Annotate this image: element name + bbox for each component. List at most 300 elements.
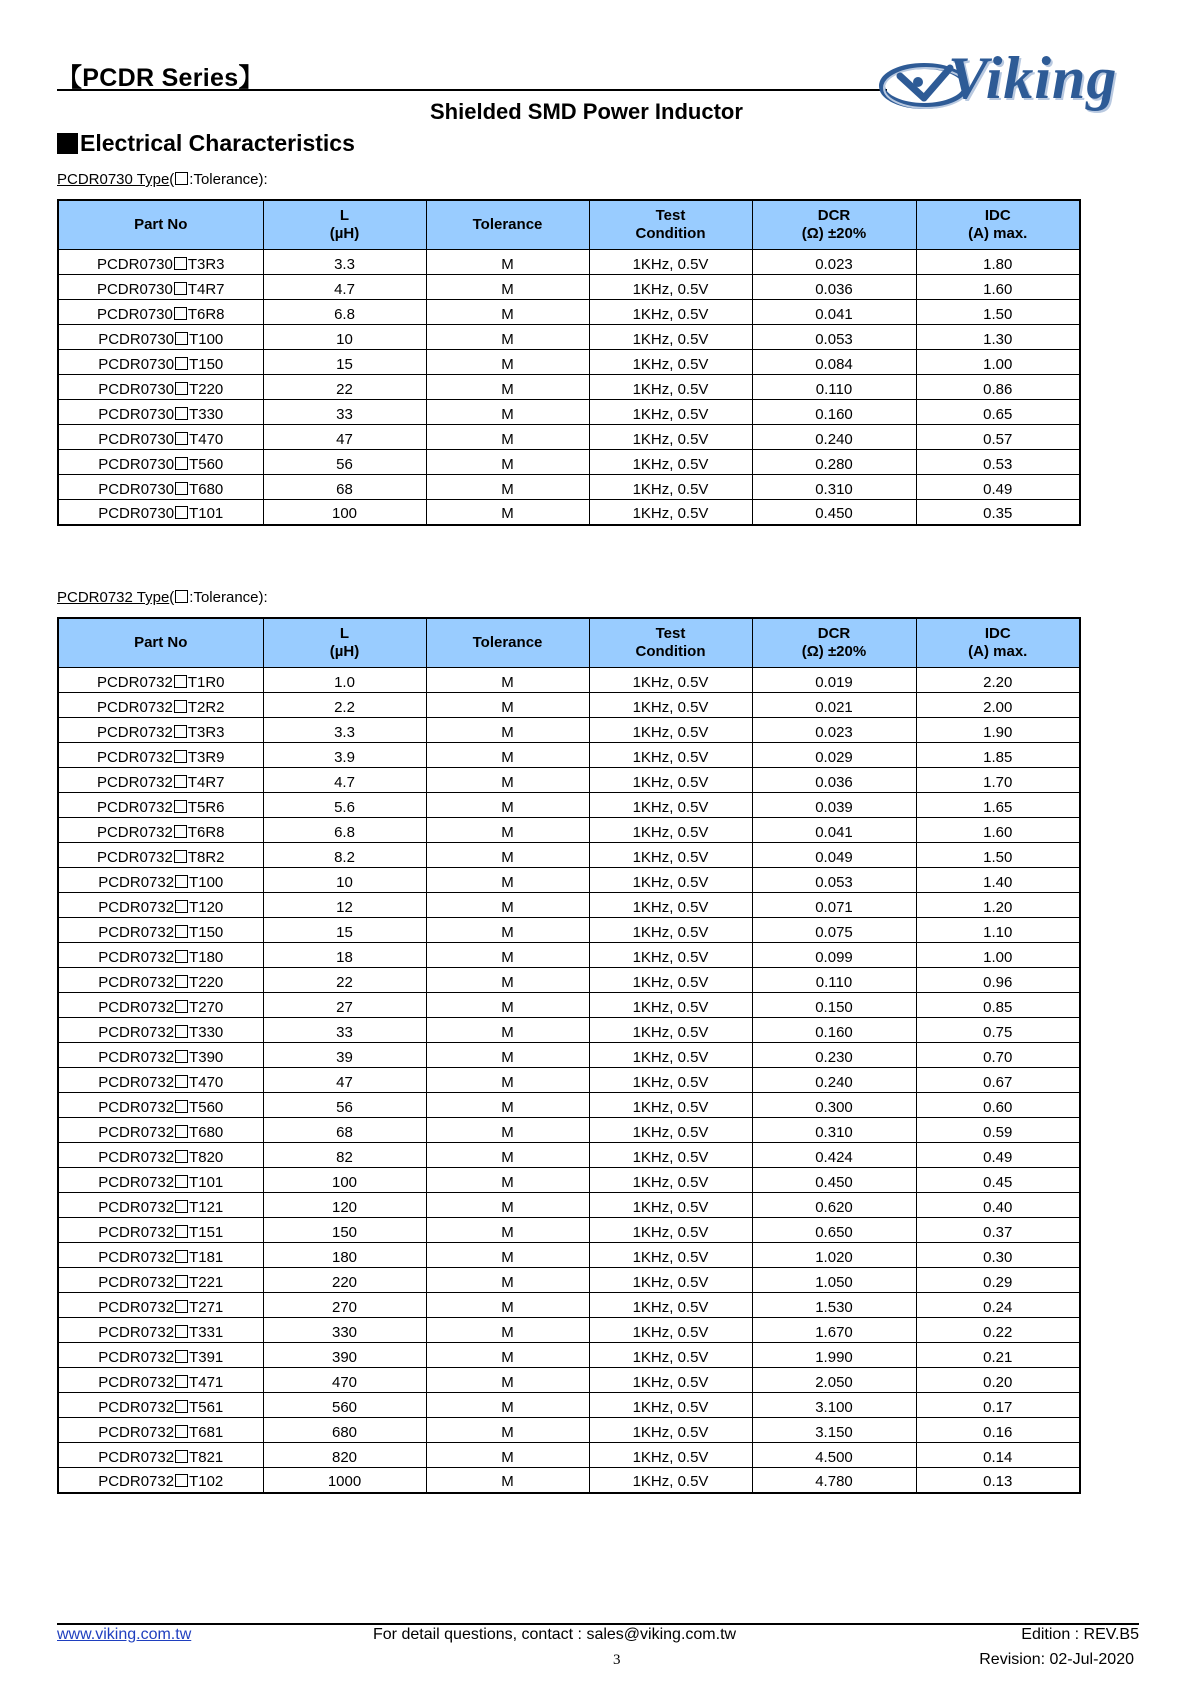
- tolerance-placeholder-icon: [175, 975, 188, 988]
- idc-cell: 1.90: [916, 718, 1080, 743]
- table-row: [58, 1443, 1080, 1468]
- page-number: 3: [613, 1652, 621, 1668]
- inductance-cell: 12: [263, 893, 426, 918]
- part-no-cell: [58, 1168, 263, 1193]
- dcr-cell: 0.041: [752, 818, 916, 843]
- part-prefix: PCDR0730: [98, 355, 175, 373]
- test-condition-cell: 1KHz, 0.5V: [589, 843, 752, 868]
- idc-cell: 1.50: [916, 300, 1080, 325]
- test-condition-cell: 1KHz, 0.5V: [589, 1368, 752, 1393]
- tolerance-placeholder-icon: [175, 925, 188, 938]
- dcr-cell: 0.160: [752, 400, 916, 425]
- table-row: [58, 993, 1080, 1018]
- part-no-cell: [58, 943, 263, 968]
- table-row: [58, 375, 1080, 400]
- dcr-cell: 0.036: [752, 768, 916, 793]
- part-prefix: PCDR0730: [98, 455, 175, 473]
- idc-cell: 0.53: [916, 450, 1080, 475]
- tolerance-cell: M: [426, 868, 589, 893]
- footer-website-link[interactable]: www.viking.com.tw: [57, 1626, 192, 1643]
- part-no-cell: [58, 300, 263, 325]
- table-header-row: [58, 200, 1080, 250]
- table-row: [58, 275, 1080, 300]
- dcr-cell: 0.450: [752, 1168, 916, 1193]
- tolerance-cell: M: [426, 693, 589, 718]
- part-prefix: PCDR0732: [96, 848, 173, 866]
- table-row: [58, 718, 1080, 743]
- part-no-cell: [58, 893, 263, 918]
- test-condition-cell: 1KHz, 0.5V: [589, 743, 752, 768]
- dcr-cell: 0.620: [752, 1193, 916, 1218]
- table-row: [58, 818, 1080, 843]
- tolerance-placeholder-icon: [174, 282, 187, 295]
- dcr-cell: 1.020: [752, 1243, 916, 1268]
- table-row: [58, 1368, 1080, 1393]
- test-condition-cell: 1KHz, 0.5V: [589, 450, 752, 475]
- dcr-cell: 0.021: [752, 693, 916, 718]
- idc-cell: 1.20: [916, 893, 1080, 918]
- tolerance-cell: M: [426, 918, 589, 943]
- idc-cell: 0.37: [916, 1218, 1080, 1243]
- dcr-cell: 1.670: [752, 1318, 916, 1343]
- tolerance-cell: M: [426, 793, 589, 818]
- part-prefix: PCDR0732: [98, 1023, 175, 1041]
- dcr-cell: 1.530: [752, 1293, 916, 1318]
- test-condition-cell: 1KHz, 0.5V: [589, 968, 752, 993]
- col-header-test-condition: Test Condition: [589, 618, 752, 668]
- col-header-tolerance: Tolerance: [426, 618, 589, 668]
- part-no-cell: [58, 375, 263, 400]
- part-suffix: T471: [189, 1373, 224, 1391]
- dcr-cell: 0.300: [752, 1093, 916, 1118]
- part-prefix: PCDR0732: [98, 1398, 175, 1416]
- inductance-cell: 5.6: [263, 793, 426, 818]
- inductance-cell: 22: [263, 968, 426, 993]
- type-label-paren: (: [169, 171, 175, 188]
- part-prefix: PCDR0732: [96, 773, 173, 791]
- inductance-cell: 470: [263, 1368, 426, 1393]
- idc-cell: 0.21: [916, 1343, 1080, 1368]
- dcr-cell: 0.450: [752, 500, 916, 525]
- spec-table-pcdr0730: [57, 199, 1081, 526]
- tolerance-cell: M: [426, 993, 589, 1018]
- test-condition-cell: 1KHz, 0.5V: [589, 275, 752, 300]
- dcr-cell: 0.053: [752, 868, 916, 893]
- part-suffix: T180: [189, 948, 224, 966]
- tolerance-cell: M: [426, 450, 589, 475]
- dcr-cell: 0.310: [752, 475, 916, 500]
- part-prefix: PCDR0732: [98, 1173, 175, 1191]
- tolerance-placeholder-icon: [175, 1225, 188, 1238]
- dcr-cell: 0.099: [752, 943, 916, 968]
- tolerance-placeholder-icon: [175, 357, 188, 370]
- test-condition-cell: 1KHz, 0.5V: [589, 943, 752, 968]
- inductance-cell: 15: [263, 350, 426, 375]
- idc-cell: 0.24: [916, 1293, 1080, 1318]
- part-prefix: PCDR0732: [96, 723, 173, 741]
- table-row: [58, 768, 1080, 793]
- tolerance-cell: M: [426, 968, 589, 993]
- tolerance-placeholder-icon: [175, 482, 188, 495]
- inductance-cell: 6.8: [263, 300, 426, 325]
- inductance-cell: 560: [263, 1393, 426, 1418]
- test-condition-cell: 1KHz, 0.5V: [589, 1243, 752, 1268]
- part-prefix: PCDR0732: [98, 1448, 175, 1466]
- inductance-cell: 120: [263, 1193, 426, 1218]
- test-condition-cell: 1KHz, 0.5V: [589, 1418, 752, 1443]
- test-condition-cell: 1KHz, 0.5V: [589, 400, 752, 425]
- part-suffix: T150: [189, 923, 224, 941]
- test-condition-cell: 1KHz, 0.5V: [589, 1218, 752, 1243]
- part-suffix: T151: [189, 1223, 224, 1241]
- table-row: [58, 843, 1080, 868]
- header-rule: [57, 89, 887, 91]
- part-suffix: T560: [189, 455, 224, 473]
- tolerance-placeholder-icon: [175, 1450, 188, 1463]
- part-suffix: T4R7: [187, 280, 225, 298]
- inductance-cell: 100: [263, 1168, 426, 1193]
- tolerance-placeholder-icon: [175, 1125, 188, 1138]
- tolerance-placeholder-icon: [174, 257, 187, 270]
- test-condition-cell: 1KHz, 0.5V: [589, 868, 752, 893]
- part-suffix: T120: [189, 898, 224, 916]
- tolerance-placeholder-icon: [175, 382, 188, 395]
- part-prefix: PCDR0732: [98, 1323, 175, 1341]
- table-row: [58, 1318, 1080, 1343]
- table-body: [58, 250, 1080, 525]
- dcr-cell: 3.100: [752, 1393, 916, 1418]
- table-row: [58, 350, 1080, 375]
- inductance-cell: 220: [263, 1268, 426, 1293]
- part-suffix: T330: [189, 1023, 224, 1041]
- tolerance-cell: M: [426, 325, 589, 350]
- dcr-cell: 0.310: [752, 1118, 916, 1143]
- inductance-cell: 390: [263, 1343, 426, 1368]
- table-row: [58, 1218, 1080, 1243]
- part-suffix: T820: [189, 1148, 224, 1166]
- part-prefix: PCDR0732: [98, 998, 175, 1016]
- dcr-cell: 0.071: [752, 893, 916, 918]
- table-row: [58, 918, 1080, 943]
- inductance-cell: 330: [263, 1318, 426, 1343]
- table-row: [58, 793, 1080, 818]
- table-row: [58, 1343, 1080, 1368]
- part-no-cell: [58, 500, 263, 525]
- tolerance-cell: M: [426, 943, 589, 968]
- tolerance-cell: M: [426, 1118, 589, 1143]
- spec-table-pcdr0732: [57, 617, 1081, 1494]
- type-label-pcdr0730: [57, 171, 268, 188]
- inductance-cell: 82: [263, 1143, 426, 1168]
- part-suffix: T5R6: [187, 798, 225, 816]
- dcr-cell: 2.050: [752, 1368, 916, 1393]
- footer-contact: For detail questions, contact : sales@viking.com.tw: [373, 1626, 737, 1643]
- table-row: [58, 668, 1080, 693]
- inductance-cell: 33: [263, 400, 426, 425]
- inductance-cell: 150: [263, 1218, 426, 1243]
- col-header-part-no: Part No: [58, 200, 263, 250]
- part-no-cell: [58, 1268, 263, 1293]
- tolerance-cell: M: [426, 843, 589, 868]
- part-suffix: T561: [189, 1398, 224, 1416]
- inductance-cell: 47: [263, 1068, 426, 1093]
- table-row: [58, 1293, 1080, 1318]
- idc-cell: 0.60: [916, 1093, 1080, 1118]
- dcr-cell: 0.424: [752, 1143, 916, 1168]
- tolerance-cell: M: [426, 400, 589, 425]
- part-suffix: T390: [189, 1048, 224, 1066]
- inductance-cell: 3.9: [263, 743, 426, 768]
- tolerance-placeholder-icon: [175, 1075, 188, 1088]
- section-heading-text: Electrical Characteristics: [80, 130, 355, 156]
- tolerance-cell: M: [426, 1193, 589, 1218]
- dcr-cell: 4.780: [752, 1468, 916, 1493]
- part-prefix: PCDR0732: [96, 823, 173, 841]
- col-header-dcr: DCR (Ω) ±20%: [752, 618, 916, 668]
- part-prefix: PCDR0732: [98, 873, 175, 891]
- dcr-cell: 0.036: [752, 275, 916, 300]
- part-prefix: PCDR0732: [96, 698, 173, 716]
- tolerance-cell: M: [426, 668, 589, 693]
- tolerance-placeholder-icon: [174, 675, 187, 688]
- idc-cell: 0.49: [916, 475, 1080, 500]
- idc-cell: 1.60: [916, 818, 1080, 843]
- logo-wordmark: Viking: [948, 45, 1118, 111]
- dcr-cell: 0.280: [752, 450, 916, 475]
- test-condition-cell: 1KHz, 0.5V: [589, 1293, 752, 1318]
- type-label-paren: (: [169, 589, 175, 606]
- part-suffix: T8R2: [187, 848, 225, 866]
- table-row: [58, 868, 1080, 893]
- tolerance-cell: M: [426, 1068, 589, 1093]
- dcr-cell: 0.240: [752, 1068, 916, 1093]
- test-condition-cell: 1KHz, 0.5V: [589, 375, 752, 400]
- idc-cell: 1.00: [916, 943, 1080, 968]
- part-suffix: T681: [189, 1423, 224, 1441]
- black-square-icon: [57, 133, 78, 154]
- tolerance-cell: M: [426, 768, 589, 793]
- tolerance-cell: M: [426, 1143, 589, 1168]
- test-condition-cell: 1KHz, 0.5V: [589, 893, 752, 918]
- table-body: [58, 668, 1080, 1493]
- idc-cell: 1.60: [916, 275, 1080, 300]
- inductance-cell: 10: [263, 325, 426, 350]
- part-suffix: T3R9: [187, 748, 225, 766]
- tolerance-placeholder-icon: [174, 775, 187, 788]
- inductance-cell: 8.2: [263, 843, 426, 868]
- type-label-prefix: PCDR0730 Type: [57, 171, 170, 188]
- dcr-cell: 0.023: [752, 718, 916, 743]
- dcr-cell: 0.650: [752, 1218, 916, 1243]
- dcr-cell: 0.110: [752, 968, 916, 993]
- test-condition-cell: 1KHz, 0.5V: [589, 300, 752, 325]
- tolerance-placeholder-icon: [175, 1275, 188, 1288]
- part-suffix: T330: [189, 405, 224, 423]
- tolerance-placeholder-icon: [174, 750, 187, 763]
- idc-cell: 0.67: [916, 1068, 1080, 1093]
- part-prefix: PCDR0732: [98, 1073, 175, 1091]
- part-no-cell: [58, 350, 263, 375]
- col-header-idc: IDC (A) max.: [916, 200, 1080, 250]
- inductance-cell: 18: [263, 943, 426, 968]
- part-suffix: T100: [189, 330, 224, 348]
- part-no-cell: [58, 250, 263, 275]
- idc-cell: 1.85: [916, 743, 1080, 768]
- tolerance-cell: M: [426, 1093, 589, 1118]
- test-condition-cell: 1KHz, 0.5V: [589, 500, 752, 525]
- tolerance-cell: M: [426, 1343, 589, 1368]
- table-row: [58, 1268, 1080, 1293]
- inductance-cell: 56: [263, 1093, 426, 1118]
- dcr-cell: 0.240: [752, 425, 916, 450]
- tolerance-placeholder-icon: [175, 875, 188, 888]
- inductance-cell: 820: [263, 1443, 426, 1468]
- part-no-cell: [58, 968, 263, 993]
- part-prefix: PCDR0732: [98, 1123, 175, 1141]
- inductance-cell: 3.3: [263, 250, 426, 275]
- tolerance-placeholder-icon: [174, 307, 187, 320]
- inductance-cell: 3.3: [263, 718, 426, 743]
- idc-cell: 0.49: [916, 1143, 1080, 1168]
- part-prefix: PCDR0732: [98, 1473, 175, 1491]
- test-condition-cell: 1KHz, 0.5V: [589, 1093, 752, 1118]
- tolerance-placeholder-icon: [175, 1474, 188, 1487]
- part-suffix: T101: [189, 1173, 224, 1191]
- tolerance-cell: M: [426, 1468, 589, 1493]
- tolerance-cell: M: [426, 1018, 589, 1043]
- test-condition-cell: 1KHz, 0.5V: [589, 425, 752, 450]
- table-row: [58, 893, 1080, 918]
- tolerance-placeholder-icon: [175, 432, 188, 445]
- tolerance-placeholder-icon: [175, 1325, 188, 1338]
- part-prefix: PCDR0732: [98, 1048, 175, 1066]
- part-suffix: T6R8: [187, 823, 225, 841]
- tolerance-cell: M: [426, 1043, 589, 1068]
- part-prefix: PCDR0732: [98, 1248, 175, 1266]
- part-prefix: PCDR0730: [98, 405, 175, 423]
- part-suffix: T560: [189, 1098, 224, 1116]
- tolerance-cell: M: [426, 275, 589, 300]
- idc-cell: 0.59: [916, 1118, 1080, 1143]
- table-row: [58, 475, 1080, 500]
- inductance-cell: 39: [263, 1043, 426, 1068]
- tolerance-cell: M: [426, 718, 589, 743]
- inductance-cell: 68: [263, 1118, 426, 1143]
- part-no-cell: [58, 1118, 263, 1143]
- test-condition-cell: 1KHz, 0.5V: [589, 1043, 752, 1068]
- part-suffix: T331: [189, 1323, 224, 1341]
- tolerance-cell: M: [426, 743, 589, 768]
- part-prefix: PCDR0730: [98, 505, 175, 523]
- test-condition-cell: 1KHz, 0.5V: [589, 1443, 752, 1468]
- dcr-cell: 0.230: [752, 1043, 916, 1068]
- inductance-cell: 180: [263, 1243, 426, 1268]
- idc-cell: 0.96: [916, 968, 1080, 993]
- table-row: [58, 300, 1080, 325]
- tolerance-placeholder-icon: [175, 1100, 188, 1113]
- part-no-cell: [58, 475, 263, 500]
- part-prefix: PCDR0730: [98, 480, 175, 498]
- part-no-cell: [58, 1318, 263, 1343]
- tolerance-placeholder-icon: [175, 1425, 188, 1438]
- checkbox-square-icon: [175, 590, 188, 603]
- part-prefix: PCDR0732: [98, 1223, 175, 1241]
- dcr-cell: 1.050: [752, 1268, 916, 1293]
- inductance-cell: 2.2: [263, 693, 426, 718]
- idc-cell: 0.14: [916, 1443, 1080, 1468]
- table-row: [58, 425, 1080, 450]
- part-no-cell: [58, 1293, 263, 1318]
- test-condition-cell: 1KHz, 0.5V: [589, 693, 752, 718]
- col-header-part-no: Part No: [58, 618, 263, 668]
- test-condition-cell: 1KHz, 0.5V: [589, 250, 752, 275]
- dcr-cell: 0.039: [752, 793, 916, 818]
- tolerance-placeholder-icon: [175, 506, 188, 519]
- inductance-cell: 27: [263, 993, 426, 1018]
- part-prefix: PCDR0732: [98, 973, 175, 991]
- idc-cell: 1.65: [916, 793, 1080, 818]
- part-suffix: T150: [189, 355, 224, 373]
- test-condition-cell: 1KHz, 0.5V: [589, 718, 752, 743]
- dcr-cell: 0.029: [752, 743, 916, 768]
- test-condition-cell: 1KHz, 0.5V: [589, 475, 752, 500]
- part-prefix: PCDR0732: [96, 673, 173, 691]
- part-no-cell: [58, 1018, 263, 1043]
- tolerance-placeholder-icon: [175, 950, 188, 963]
- part-suffix: T2R2: [187, 698, 225, 716]
- inductance-cell: 1.0: [263, 668, 426, 693]
- test-condition-cell: 1KHz, 0.5V: [589, 918, 752, 943]
- dcr-cell: 0.150: [752, 993, 916, 1018]
- idc-cell: 0.13: [916, 1468, 1080, 1493]
- dcr-cell: 1.990: [752, 1343, 916, 1368]
- table-row: [58, 1068, 1080, 1093]
- test-condition-cell: 1KHz, 0.5V: [589, 1268, 752, 1293]
- dcr-cell: 0.041: [752, 300, 916, 325]
- idc-cell: 0.70: [916, 1043, 1080, 1068]
- tolerance-placeholder-icon: [175, 1025, 188, 1038]
- table-row: [58, 743, 1080, 768]
- tolerance-cell: M: [426, 1443, 589, 1468]
- part-prefix: PCDR0730: [98, 430, 175, 448]
- part-no-cell: [58, 450, 263, 475]
- test-condition-cell: 1KHz, 0.5V: [589, 1068, 752, 1093]
- part-no-cell: [58, 325, 263, 350]
- idc-cell: 0.40: [916, 1193, 1080, 1218]
- part-no-cell: [58, 425, 263, 450]
- test-condition-cell: 1KHz, 0.5V: [589, 793, 752, 818]
- part-suffix: T3R3: [187, 255, 225, 273]
- idc-cell: 0.22: [916, 1318, 1080, 1343]
- test-condition-cell: 1KHz, 0.5V: [589, 1343, 752, 1368]
- idc-cell: 0.16: [916, 1418, 1080, 1443]
- idc-cell: 1.40: [916, 868, 1080, 893]
- test-condition-cell: 1KHz, 0.5V: [589, 1018, 752, 1043]
- part-suffix: T271: [189, 1298, 224, 1316]
- tolerance-cell: M: [426, 1268, 589, 1293]
- test-condition-cell: 1KHz, 0.5V: [589, 1118, 752, 1143]
- idc-cell: 0.35: [916, 500, 1080, 525]
- viking-logo: [878, 45, 1150, 124]
- table-row: [58, 400, 1080, 425]
- inductance-cell: 22: [263, 375, 426, 400]
- test-condition-cell: 1KHz, 0.5V: [589, 1393, 752, 1418]
- part-prefix: PCDR0732: [98, 898, 175, 916]
- inductance-cell: 6.8: [263, 818, 426, 843]
- table-row: [58, 943, 1080, 968]
- idc-cell: 0.86: [916, 375, 1080, 400]
- part-suffix: T121: [189, 1198, 224, 1216]
